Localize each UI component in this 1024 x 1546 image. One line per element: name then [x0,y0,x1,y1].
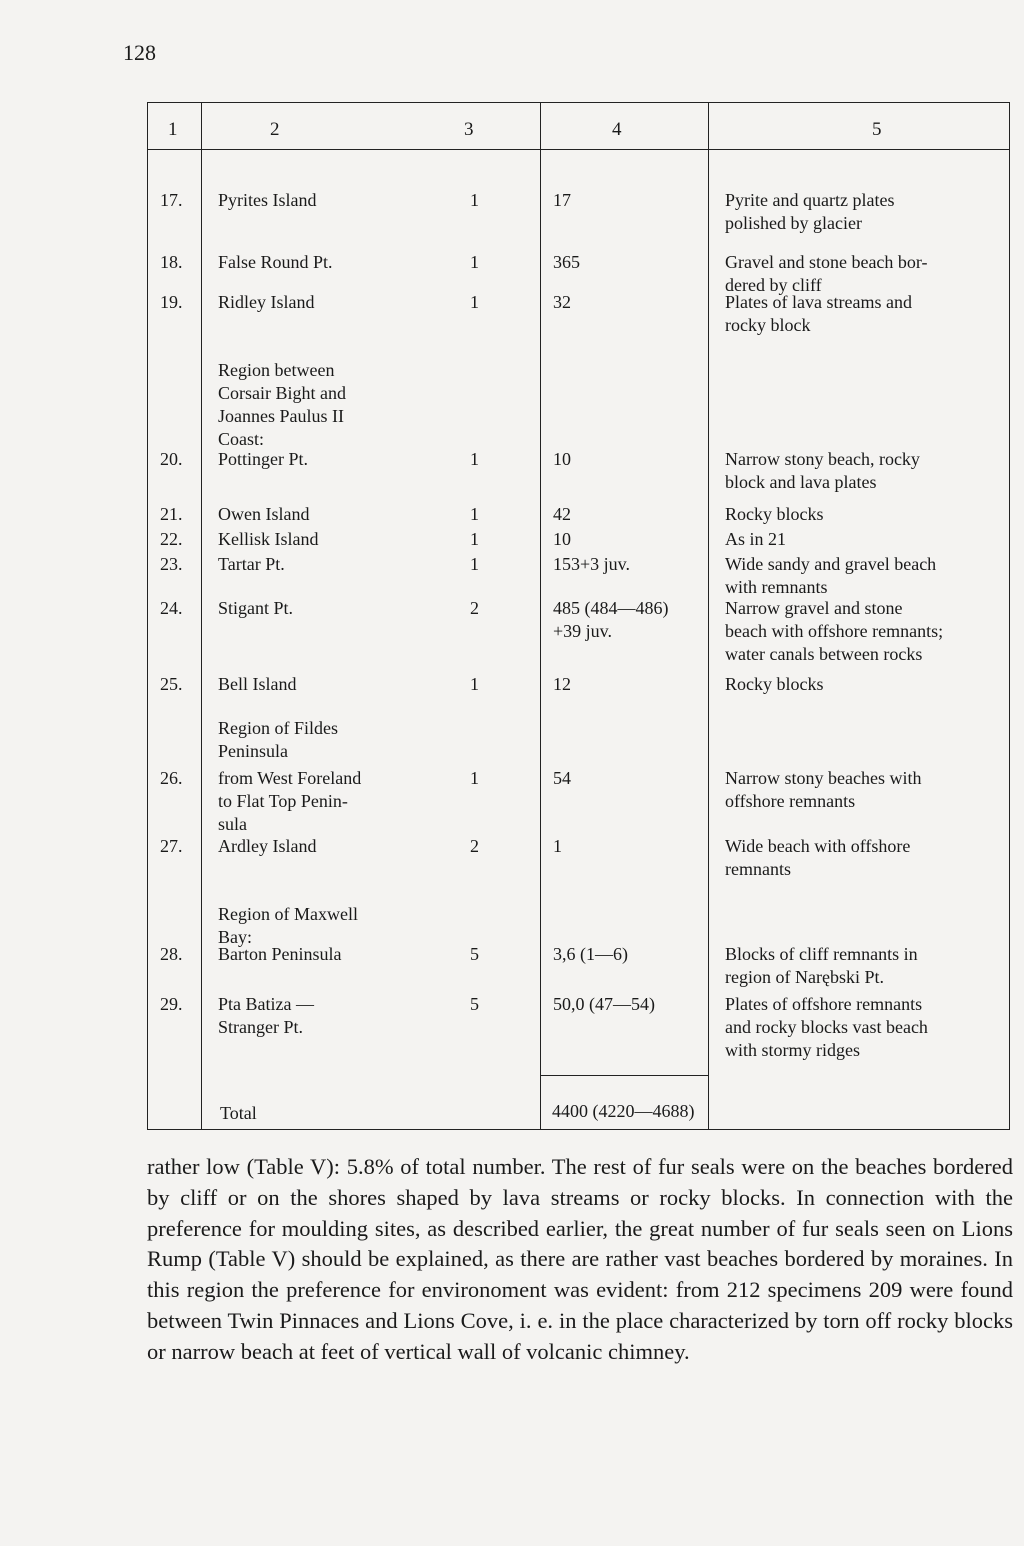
row-description [725,528,993,551]
row-place [218,993,418,1039]
row-description-line: Narrow stony beaches with [725,768,922,788]
row-col3-value: 1 [470,292,479,312]
row-place [218,553,418,576]
row-col4-value-line: 50,0 (47—54) [553,994,655,1014]
row-col4-value-line: 153+3 juv. [553,554,630,574]
row-description-line: with stormy ridges [725,1040,860,1060]
row-place-line: Corsair Bight and [218,383,346,403]
row-place-line: Region of Maxwell [218,904,358,924]
row-description-line: Plates of offshore remnants [725,994,923,1014]
row-description [725,767,993,813]
row-place-line: Stigant Pt. [218,598,294,618]
row-place-line: Bay: [218,927,252,947]
row-description [725,553,993,599]
header-col-1: 1 [168,119,178,140]
row-place-line: Ridley Island [218,292,315,312]
row-number: 22. [160,529,183,549]
row-col3-value: 1 [470,768,479,788]
row-place-line: Ardley Island [218,836,317,856]
row-description-line: Rocky blocks [725,674,824,694]
row-description [725,291,993,337]
row-place-line: sula [218,814,247,834]
row-place-line: Owen Island [218,504,310,524]
row-col4-value [553,943,718,966]
row-col4-value [553,673,718,696]
row-description-line: region of Narębski Pt. [725,967,884,987]
page-number: 128 [123,40,156,65]
row-description-line: rocky block [725,315,811,335]
row-description-line: As in 21 [725,529,787,549]
row-col4-value-line: 12 [553,674,571,694]
row-description [725,597,993,666]
row-description-line: dered by cliff [725,275,822,295]
row-place-line: Peninsula [218,741,288,761]
row-place-line: from West Foreland [218,768,362,788]
row-description-line: Blocks of cliff remnants in [725,944,918,964]
header-col-5: 5 [872,119,882,140]
row-col4-value [553,993,718,1016]
row-number: 27. [160,836,183,856]
row-col4-value-line: 3,6 (1—6) [553,944,628,964]
total-label: Total [220,1103,257,1123]
row-col4-value [553,767,718,790]
row-place [218,189,418,212]
row-description-line: with remnants [725,577,828,597]
row-col4-value-line: 17 [553,190,571,210]
total-value: 4400 (4220—4688) [552,1101,695,1121]
row-description-line: block and lava plates [725,472,877,492]
row-col3-value: 1 [470,674,479,694]
row-place [218,359,418,451]
row-place [218,673,418,696]
row-place [218,597,418,620]
row-description [725,943,993,989]
row-number: 21. [160,504,183,524]
row-number: 17. [160,190,183,210]
row-col4-value [553,835,718,858]
row-description [725,835,993,881]
header-col-4: 4 [612,119,622,140]
row-place [218,528,418,551]
row-col3-value: 1 [470,190,479,210]
row-col4-value [553,503,718,526]
row-place-line: Tartar Pt. [218,554,285,574]
row-description-line: offshore remnants [725,791,856,811]
row-col4-value [553,528,718,551]
row-number: 20. [160,449,183,469]
row-col3-value: 2 [470,598,479,618]
row-place-line: Pottinger Pt. [218,449,309,469]
row-description-line: Narrow stony beach, rocky [725,449,920,469]
row-description-line: Wide sandy and gravel beach [725,554,937,574]
row-description-line: Plates of lava streams and [725,292,912,312]
row-number: 24. [160,598,183,618]
row-col3-value: 1 [470,449,479,469]
row-place-line: False Round Pt. [218,252,333,272]
row-place-line: Pta Batiza — [218,994,314,1014]
row-col4-value [553,553,718,576]
row-place [218,291,418,314]
row-description-line: remnants [725,859,791,879]
row-number: 25. [160,674,183,694]
row-description-line: water canals between rocks [725,644,923,664]
total-rule [540,1075,708,1076]
row-place [218,835,418,858]
row-col4-value-line: 1 [553,836,562,856]
row-description-line: Wide beach with offshore [725,836,911,856]
row-col3-value: 2 [470,836,479,856]
row-description-line: Rocky blocks [725,504,824,524]
row-col4-value [553,448,718,471]
header-col-3: 3 [464,119,474,140]
row-description [725,673,993,696]
row-col4-value [553,597,718,643]
row-place-line: Region of Fildes [218,718,338,738]
row-col4-value-line: 10 [553,449,571,469]
row-col4-value [553,189,718,212]
data-table [147,102,1010,1130]
row-col3-value: 5 [470,944,479,964]
row-number: 23. [160,554,183,574]
row-col4-value-line: 365 [553,252,580,272]
row-place [218,448,418,471]
row-place-line: Barton Peninsula [218,944,342,964]
column-rule [540,103,541,1129]
row-place-line: to Flat Top Penin- [218,791,348,811]
row-place-line: Bell Island [218,674,297,694]
row-col4-value [553,251,718,274]
row-place-line: Stranger Pt. [218,1017,303,1037]
row-col4-value-line: 54 [553,768,571,788]
row-place-line: Kellisk Island [218,529,319,549]
row-description-line: Gravel and stone beach bor- [725,252,928,272]
row-col4-value [553,291,718,314]
row-number: 29. [160,994,183,1014]
header-rule [148,149,1009,150]
row-place [218,251,418,274]
row-place [218,767,418,836]
row-description [725,189,993,235]
row-place-line: Pyrites Island [218,190,317,210]
row-col3-value: 5 [470,994,479,1014]
row-description-line: and rocky blocks vast beach [725,1017,928,1037]
row-place-line: Coast: [218,429,265,449]
row-description [725,503,993,526]
row-col3-value: 1 [470,504,479,524]
column-rule [201,103,202,1129]
row-place [218,943,418,966]
row-number: 18. [160,252,183,272]
row-number: 19. [160,292,183,312]
row-description-line: polished by glacier [725,213,862,233]
row-place [218,503,418,526]
row-description-line: beach with offshore remnants; [725,621,944,641]
row-col4-value-line: 485 (484—486) [553,598,669,618]
row-col4-value-line: 42 [553,504,571,524]
row-description [725,993,993,1062]
row-place-line: Region between [218,360,335,380]
row-col3-value: 1 [470,529,479,549]
row-number: 28. [160,944,183,964]
row-col3-value: 1 [470,554,479,574]
row-col4-value-line: +39 juv. [553,621,612,641]
body-paragraph: rather low (Table V): 5.8% of total number. The rest of fur seals were on the beaches bordered by cliff or on the shores shaped by lava streams or rocky blocks. In connection with the preference for moulding sites, as described earlier, the great number of fur seals seen on Lions Rump (Table V) should be explained, as there are rather vast beaches bordered by moraines. In this region the preference for environoment was evident: from 212 specimens 209 were found between Twin Pinnaces and Lions Cove, i. e. in the place characterized by torn off rocky blocks or narrow beach at feet of vertical wall of volcanic chimney. [147,1154,1013,1364]
header-col-2: 2 [270,119,280,140]
row-description-line: Pyrite and quartz plates [725,190,895,210]
row-description [725,448,993,494]
row-number: 26. [160,768,183,788]
row-place [218,717,418,763]
row-place-line: Joannes Paulus II [218,406,344,426]
row-description-line: Narrow gravel and stone [725,598,903,618]
row-col3-value: 1 [470,252,479,272]
row-col4-value-line: 32 [553,292,571,312]
row-col4-value-line: 10 [553,529,571,549]
